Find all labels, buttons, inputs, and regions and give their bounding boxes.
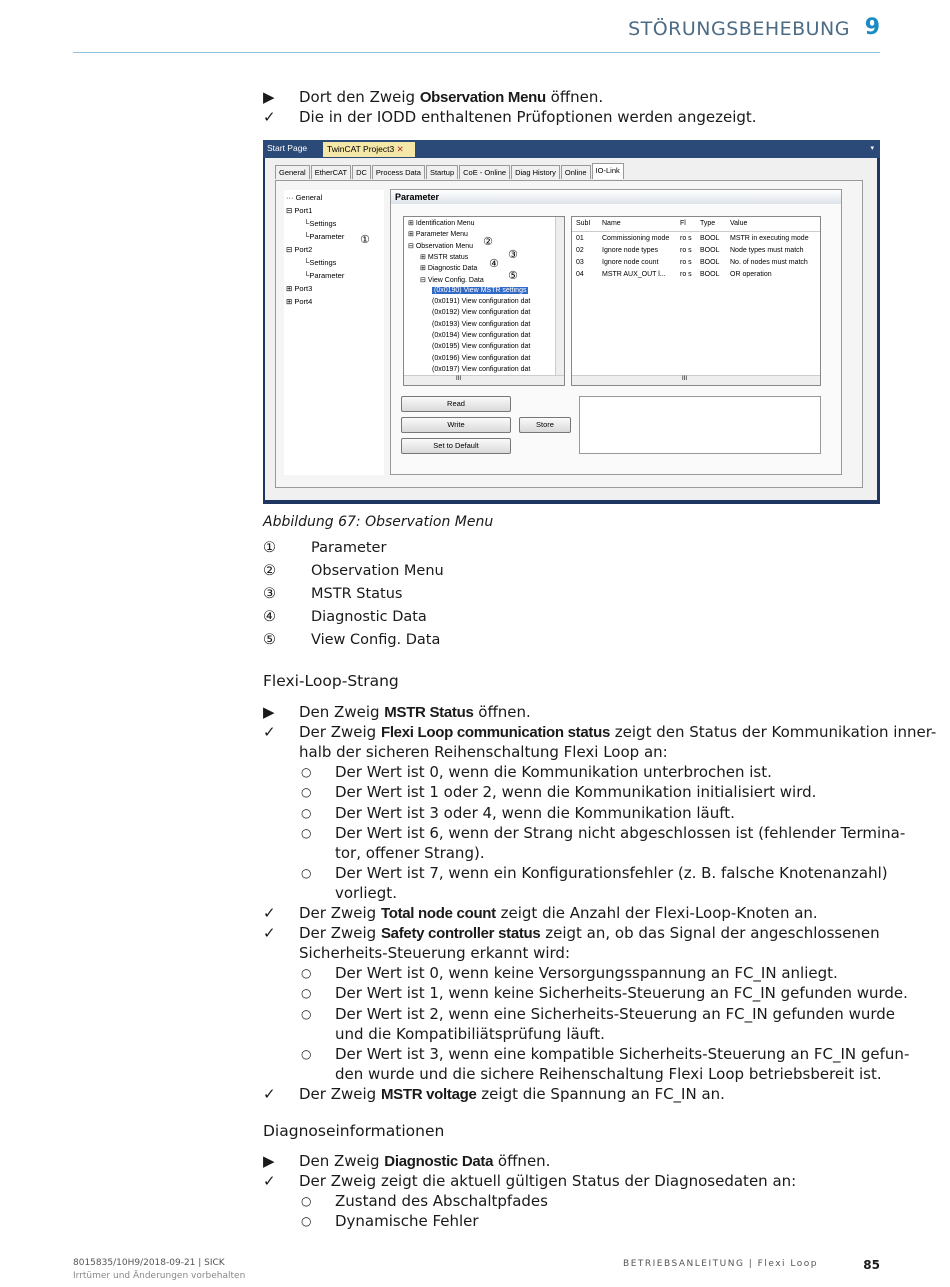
line-text — [299, 742, 668, 762]
tree-label: MSTR status — [427, 253, 469, 261]
bullet-icon: ○ — [301, 986, 312, 1001]
figure-caption: Abbildung 67: Observation Menu — [263, 514, 494, 530]
line-text — [299, 107, 757, 127]
check-icon: ✓ — [263, 723, 276, 742]
write-button: Write — [401, 417, 511, 433]
legend-number: ③ — [263, 586, 276, 602]
line-text — [299, 1084, 725, 1105]
table-header: Value — [730, 220, 748, 227]
device-tab: Startup — [426, 165, 458, 179]
text-span: Den Zweig — [299, 703, 385, 721]
tree-line-icon: └ — [304, 258, 310, 267]
expand-icon: ⊟ — [286, 245, 295, 254]
text-span: Der Wert ist 0, wenn keine Versorgungsspannung an FC_IN anliegt. — [335, 964, 838, 983]
tree-label: (0x0191) View configuration dat — [432, 298, 531, 306]
text-span: Der Wert ist 1, wenn keine Sicherheits-Steuerung an FC_IN gefunden wurde. — [335, 984, 908, 1003]
line-text — [335, 1024, 605, 1044]
table-cell: BOOL — [700, 247, 720, 254]
table-cell: ro s — [680, 259, 692, 266]
tree-node — [304, 271, 344, 280]
table-cell: 03 — [576, 259, 584, 266]
line-text — [299, 1151, 550, 1172]
param-tree-node — [408, 230, 468, 238]
line-text — [335, 963, 838, 983]
text-span: Die in der IODD enthaltenen Prüfoptionen werden angezeigt. — [299, 108, 757, 126]
tree-label: (0x0192) View configuration dat — [432, 309, 531, 317]
param-tree-node — [432, 355, 530, 362]
check-icon: ✓ — [263, 924, 276, 943]
tree-node — [286, 284, 312, 293]
tree-label: (0x0194) View configuration dat — [432, 332, 531, 339]
line-text — [335, 823, 905, 843]
tab-twincat-project: TwinCAT Project3 ✕ — [323, 142, 415, 157]
ui-term: Diagnostic Data — [384, 1153, 494, 1170]
line-text — [335, 762, 772, 782]
tree-label: Identification Menu — [415, 220, 475, 227]
device-tab: General — [275, 165, 310, 179]
text-span: tor, offener Strang). — [335, 843, 485, 862]
legend-label: View Config. Data — [311, 632, 441, 648]
output-box — [579, 396, 821, 454]
ui-term: MSTR Status — [384, 704, 474, 721]
tree-label: Settings — [309, 219, 337, 228]
tree-node — [286, 193, 322, 202]
tree-node — [304, 219, 336, 228]
parameter-table — [571, 216, 821, 386]
line-text — [335, 803, 735, 823]
check-icon: ✓ — [263, 108, 276, 126]
tree-label: Parameter — [309, 271, 345, 280]
text-span: Der Wert ist 2, wenn eine Sicherheits-Steuerung an FC_IN gefunden wurde — [335, 1004, 896, 1023]
ui-term: Flexi Loop communication status — [380, 724, 611, 742]
expand-icon: ⊞ — [286, 284, 295, 293]
table-cell: ro s — [680, 247, 692, 254]
text-span: Der Zweig — [299, 924, 381, 943]
section-heading-diagnose: Diagnoseinformationen — [263, 1122, 445, 1140]
legend-number: ④ — [263, 609, 276, 625]
device-tab: Diag History — [511, 165, 560, 179]
tree-label: Diagnostic Data — [427, 265, 478, 273]
table-header: Fl — [680, 220, 686, 227]
tree-label: Parameter Menu — [415, 231, 468, 239]
table-cell: 04 — [576, 271, 584, 278]
bullet-icon: ○ — [301, 865, 312, 880]
table-cell: MSTR in executing mode — [730, 235, 809, 242]
text-span: vorliegt. — [335, 883, 397, 902]
parameter-title: Parameter — [391, 190, 841, 204]
table-header: Type — [700, 220, 716, 227]
param-tree-node — [432, 332, 530, 339]
window-tab-bar — [263, 140, 880, 158]
param-tree-node — [420, 276, 484, 284]
tree-scroll-marker: III — [456, 376, 462, 382]
text-span: Der Wert ist 7, wenn ein Konfigurationsfehler (z. B. falsche Knotenanzahl) — [335, 863, 888, 882]
text-span: Der Zweig — [299, 904, 381, 922]
tree-line-icon: └ — [304, 271, 310, 280]
text-span: zeigt die Anzahl der Flexi-Loop-Knoten an. — [495, 904, 818, 922]
device-tab: Process Data — [372, 165, 425, 179]
text-span: öffnen. — [545, 88, 604, 106]
device-tab: DC — [352, 165, 371, 179]
callout-1: ① — [360, 233, 370, 246]
set-default-button: Set to Default — [401, 438, 511, 454]
table-header: Name — [602, 220, 621, 227]
header-rule — [73, 52, 880, 53]
twincat-screenshot — [263, 140, 880, 504]
tree-label: Port3 — [294, 284, 313, 293]
table-cell: BOOL — [700, 259, 720, 266]
tree-node — [304, 232, 344, 241]
header-divider — [572, 231, 820, 232]
tree-label: Settings — [309, 258, 337, 267]
callout-5: ⑤ — [508, 269, 518, 282]
step-arrow-icon: ▶ — [263, 88, 275, 106]
tree-node — [286, 245, 312, 254]
step-arrow-icon: ▶ — [263, 703, 275, 721]
line-text — [335, 843, 485, 863]
text-span: den wurde und die sichere Reihenschaltung Flexi Loop betriebsbereit ist. — [335, 1064, 882, 1083]
text-span: öffnen. — [493, 1152, 551, 1170]
callout-3: ③ — [508, 248, 518, 261]
bullet-icon: ○ — [301, 1006, 312, 1021]
param-tree-node — [408, 219, 475, 227]
table-hscroll — [572, 375, 820, 385]
text-span: halb der sicheren Reihenschaltung Flexi Loop an: — [299, 743, 668, 762]
legend-number: ② — [263, 563, 276, 579]
tree-line-icon: └ — [304, 232, 310, 241]
device-panel — [265, 158, 877, 500]
line-text — [335, 883, 397, 903]
table-cell: 01 — [576, 235, 584, 242]
table-header: SubI — [576, 220, 591, 227]
line-text — [299, 903, 818, 924]
bullet-icon: ○ — [301, 1214, 312, 1229]
tree-label: Port4 — [294, 297, 313, 306]
param-tree-node — [432, 366, 530, 373]
ui-term: Safety controller status — [380, 925, 541, 943]
table-cell: OR operation — [730, 271, 772, 278]
line-text — [335, 983, 908, 1003]
text-span: Dort den Zweig — [299, 88, 420, 106]
tree-label: (0x0195) View configuration dat — [432, 343, 531, 351]
check-icon: ✓ — [263, 1084, 276, 1103]
ui-term: Observation Menu — [419, 89, 546, 106]
text-span: zeigt die Spannung an FC_IN an. — [476, 1084, 725, 1103]
expand-icon: ⊞ — [408, 231, 416, 239]
table-cell: Node types must match — [730, 247, 804, 254]
bullet-icon: ○ — [301, 1194, 312, 1209]
footer-doc-id: 8015835/10H9/2018-09-21 | SICK — [73, 1258, 225, 1268]
expand-icon: ⊞ — [286, 297, 295, 306]
line-text — [335, 782, 816, 802]
text-span: Der Zweig zeigt die aktuell gültigen Status der Diagnosedaten an: — [299, 1172, 797, 1191]
tree-label: Port1 — [294, 206, 313, 215]
legend-label: MSTR Status — [311, 586, 403, 602]
callout-4: ④ — [489, 257, 499, 270]
tree-label: Parameter — [309, 232, 345, 241]
text-span: Der Wert ist 0, wenn die Kommunikation unterbrochen ist. — [335, 763, 772, 782]
footer-doc-type: BETRIEBSANLEITUNG | Flexi Loop — [623, 1259, 818, 1269]
legend-number: ⑤ — [263, 632, 276, 648]
close-icon: ✕ — [396, 144, 404, 154]
tree-label: Port2 — [294, 245, 313, 254]
table-cell: Ignore node count — [602, 259, 659, 266]
param-tree-node — [432, 309, 530, 316]
expand-icon: ⊞ — [420, 265, 428, 273]
chapter-title: STÖRUNGSBEHEBUNG — [628, 18, 850, 40]
footer-disclaimer: Irrtümer und Änderungen vorbehalten — [73, 1271, 246, 1281]
line-text — [335, 1004, 895, 1024]
tree-label: View Config. Data — [427, 276, 484, 284]
tree-line-icon: ··· — [286, 193, 296, 202]
param-tree-node — [432, 343, 530, 350]
line-text — [335, 1044, 909, 1064]
page-number: 85 — [863, 1258, 880, 1272]
text-span: Der Zweig — [299, 723, 381, 742]
line-text — [335, 1191, 548, 1211]
legend-label: Parameter — [311, 540, 387, 556]
expand-icon: ⊞ — [420, 253, 428, 261]
table-cell: ro s — [680, 235, 692, 242]
tree-vscroll — [555, 217, 564, 375]
param-tree-node — [432, 321, 530, 328]
table-cell: BOOL — [700, 235, 720, 242]
expand-icon: ⊟ — [408, 242, 416, 250]
chapter-number: 9 — [864, 15, 880, 40]
line-text — [299, 722, 936, 743]
text-span: Der Wert ist 3 oder 4, wenn die Kommunikation läuft. — [335, 803, 735, 822]
text-span: Der Wert ist 1 oder 2, wenn die Kommunikation initialisiert wird. — [335, 783, 817, 802]
device-tab: IO-Link — [592, 163, 624, 179]
tree-node — [286, 297, 312, 306]
text-span: Dynamische Fehler — [335, 1212, 479, 1231]
param-tree-node — [432, 287, 528, 294]
param-tree-node — [432, 298, 530, 305]
text-span: Der Zweig — [299, 1084, 381, 1103]
param-tree-node — [408, 242, 473, 250]
expand-icon: ⊞ — [408, 220, 416, 227]
tree-line-icon: └ — [304, 219, 310, 228]
tab-start-page: Start Page — [267, 143, 308, 153]
line-text — [299, 943, 570, 963]
ui-term: Total node count — [380, 905, 496, 922]
legend-label: Diagnostic Data — [311, 609, 427, 625]
section-heading-flexi-loop: Flexi-Loop-Strang — [263, 672, 399, 690]
dropdown-icon: ▾ — [870, 145, 874, 152]
check-icon: ✓ — [263, 904, 276, 922]
tree-label: (0x0190) View MSTR settings — [434, 286, 527, 294]
bullet-icon: ○ — [301, 966, 312, 981]
device-tab: EtherCAT — [311, 165, 351, 179]
table-cell: 02 — [576, 247, 584, 254]
bullet-icon: ○ — [301, 825, 312, 840]
table-cell: No. of nodes must match — [730, 259, 808, 266]
text-span: Den Zweig — [299, 1152, 385, 1170]
callout-2: ② — [483, 235, 493, 248]
step-arrow-icon: ▶ — [263, 1152, 275, 1170]
text-span: zeigt an, ob das Signal der angeschlossenen — [540, 924, 880, 943]
expand-icon: ⊟ — [286, 206, 295, 215]
text-span: zeigt den Status der Kommunikation inner- — [610, 723, 937, 742]
tree-label: General — [295, 193, 323, 202]
line-text — [299, 702, 531, 723]
line-text — [335, 1064, 882, 1084]
line-text — [299, 87, 603, 108]
bullet-icon: ○ — [301, 805, 312, 820]
text-span: Zustand des Abschaltpfades — [335, 1192, 548, 1211]
line-text — [299, 923, 880, 944]
tree-label: (0x0197) View configuration dat — [432, 365, 531, 373]
bullet-icon: ○ — [301, 765, 312, 780]
store-button: Store — [519, 417, 571, 433]
tree-hscroll — [404, 375, 564, 385]
tree-label: (0x0193) View configuration dat — [432, 320, 531, 328]
line-text — [335, 1211, 479, 1231]
check-icon: ✓ — [263, 1172, 276, 1191]
table-cell: Ignore node types — [602, 247, 659, 254]
text-span: Sicherheits-Steuerung erkannt wird: — [299, 944, 571, 963]
tree-node — [286, 206, 312, 215]
device-tab: CoE - Online — [459, 165, 510, 179]
line-text — [299, 1171, 796, 1191]
param-tree-node — [420, 253, 468, 261]
io-link-page — [275, 180, 863, 488]
tree-label: (0x0196) View configuration dat — [432, 354, 531, 362]
device-tabs — [275, 165, 625, 179]
param-tree-node — [420, 264, 477, 272]
legend-number: ① — [263, 540, 276, 556]
table-cell: ro s — [680, 271, 692, 278]
table-cell: Commissioning mode — [602, 235, 670, 242]
read-button: Read — [401, 396, 511, 412]
table-cell: BOOL — [700, 271, 720, 278]
bullet-icon: ○ — [301, 1046, 312, 1061]
table-scroll-marker: III — [682, 376, 688, 382]
text-span: Der Wert ist 6, wenn der Strang nicht abgeschlossen ist (fehlender Termina- — [335, 823, 906, 842]
device-tab: Online — [561, 165, 591, 179]
legend-label: Observation Menu — [311, 563, 444, 579]
ui-term: MSTR voltage — [380, 1085, 477, 1103]
bullet-icon: ○ — [301, 785, 312, 800]
tree-node — [304, 258, 336, 267]
parameter-panel — [390, 189, 842, 475]
text-span: Der Wert ist 3, wenn eine kompatible Sicherheits-Steuerung an FC_IN gefun- — [335, 1044, 910, 1063]
line-text — [335, 863, 888, 883]
text-span: und die Kompatibiliätsprüfung läuft. — [335, 1024, 605, 1043]
tree-label: Observation Menu — [415, 242, 474, 250]
table-cell: MSTR AUX_OUT l... — [602, 271, 666, 278]
text-span: öffnen. — [473, 703, 531, 721]
expand-icon: ⊟ — [420, 276, 428, 284]
